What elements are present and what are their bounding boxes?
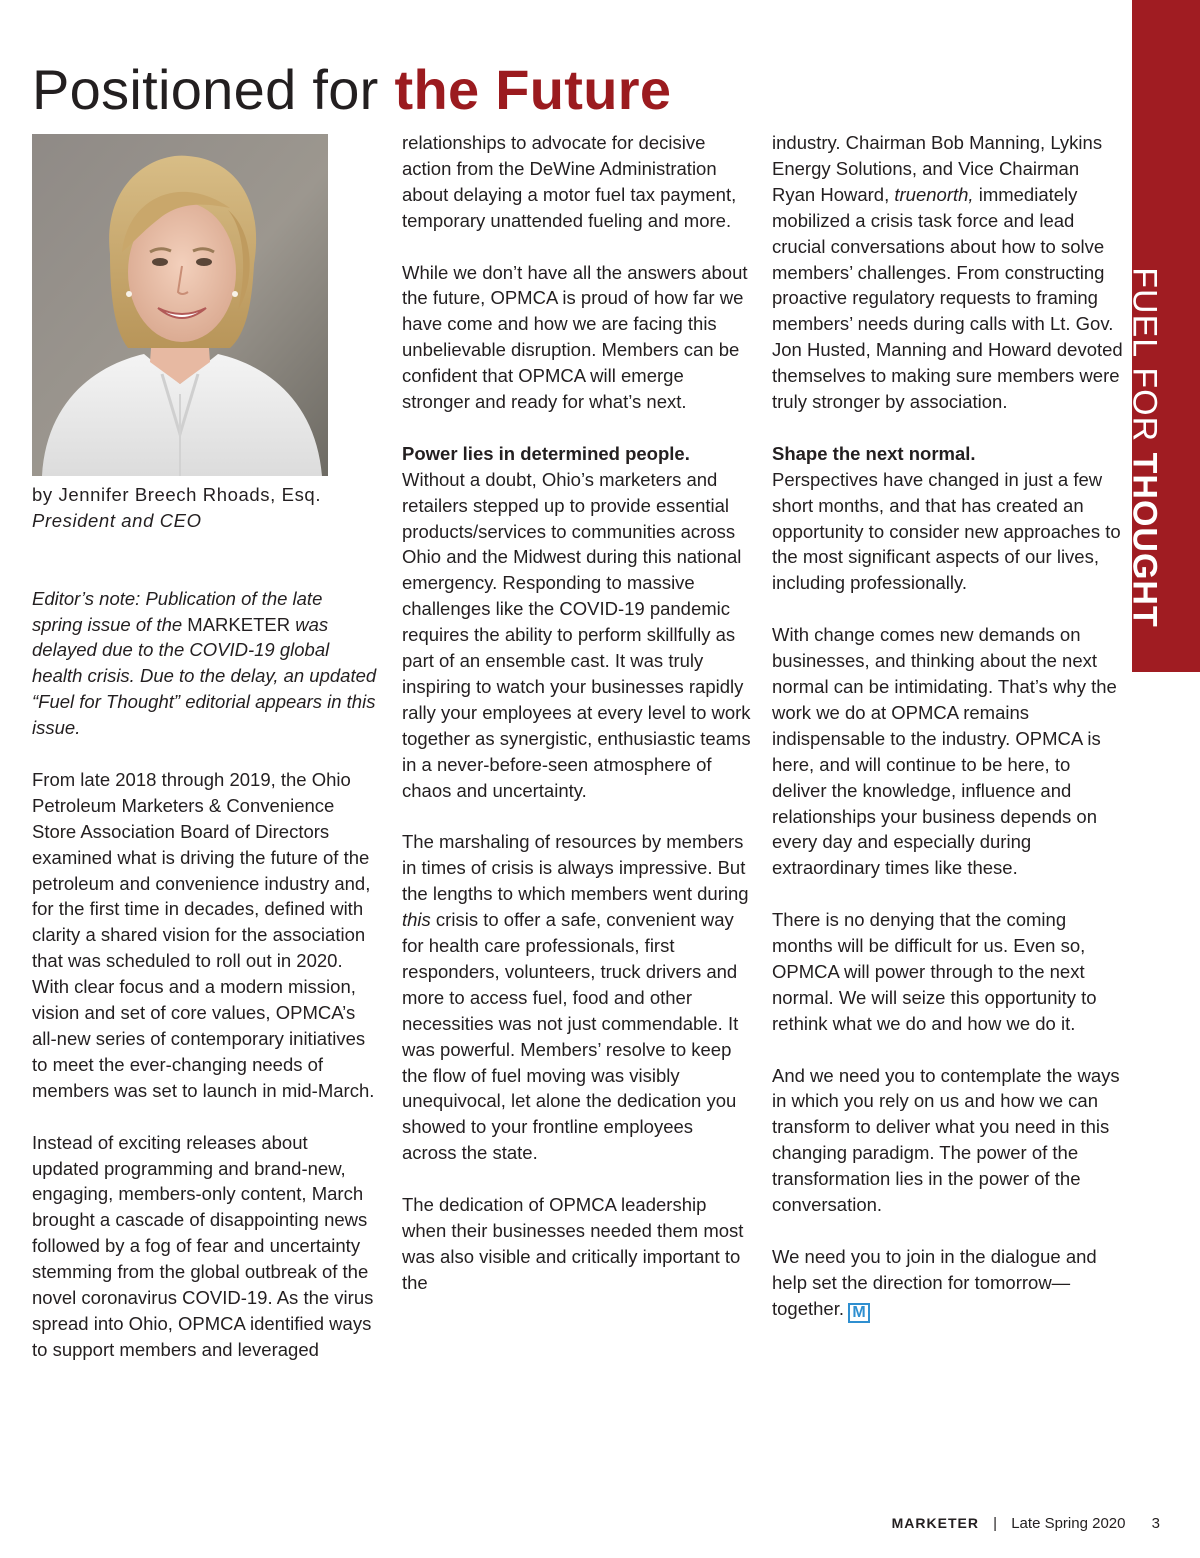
title-bold: the Future [394,58,672,121]
author-photo [32,134,328,476]
emphasis: this [402,909,431,931]
paragraph-text: industry. Chairman Bob Manning, Lykins Energy Solutions, and Vice Chairman Ryan Howard, [772,132,1103,205]
section-label [1123,232,1165,662]
column-3 [772,130,1124,1323]
section-label-light: FUEL FOR [1125,266,1164,442]
paragraph: While we don’t have all the answers about the future, OPMCA is proud of how far we have come and how we are facing this unbelievable disruption. Members can be confident that OPMCA will emerge stronger and ready for what’s next. [402,261,748,413]
paragraph: There is no denying that the coming months will be difficult for us. Even so, OPMCA will power through to the next normal. We will seize this opportunity to rethink what we do and how we do it. [772,909,1097,1034]
paragraph [402,829,752,1166]
byline-author: by Jennifer Breech Rhoads, Esq. [32,484,322,505]
paragraph-text: crisis to offer a safe, convenient way for health care professionals, first responders, volunteers, truck drivers and more to access fuel, food and other necessities was not just commendable. It was powerful. Members’ resolve to keep the flow of fuel moving was visibly unequivocal, let alone the dedication you showed to your frontline employees across the state. [402,909,739,1164]
subheading: Power lies in determined people. [402,442,690,464]
paragraph-text: The marshaling of resources by members in times of crisis is always impressive. But the lengths to which members went during [402,831,749,905]
end-mark-icon: M [848,1303,870,1323]
paragraph: From late 2018 through 2019, the Ohio Petroleum Marketers & Convenience Store Association Board of Directors examined what is driving the future of the petroleum and convenience industry and, for the first time in decades, defined with clarity a shared vision for the association that was scheduled to roll out in 2020. With clear focus and a modern mission, vision and set of core values, OPMCA’s all-new series of contemporary initiatives to meet the ever-changing needs of members was set to launch in mid-March. [32,768,375,1101]
editors-note-text-1: Editor’s note: Publication of the late spring issue of the [32,587,323,635]
portrait-image [32,134,328,476]
editors-note-magazine: MARKETER [187,613,291,635]
article-title [32,56,671,124]
paragraph: With change comes new demands on businesses, and thinking about the next normal can be intimidating. That’s why the work we do at OPMCA remains indispensable to the industry. OPMCA is here, and will continue to be here, to deliver the knowledge, influence and relationships your business depends on every day and especially during extraordinary times like these. [772,624,1117,879]
footer-issue: Late Spring 2020 [1011,1515,1126,1532]
paragraph: Instead of exciting releases about updated programming and brand-new, engaging, members-only content, March brought a cascade of disappointing news followed by a fog of fear and uncertainty stemming from the global outbreak of the novel coronavirus COVID-19. As the virus spread into Ohio, OPMCA identified ways to support members and leveraged [32,1131,374,1360]
footer-separator: | [993,1515,998,1532]
subheading: Shape the next normal. [772,442,976,464]
paragraph [772,130,1124,415]
brand-north: north, [926,183,974,205]
column-1 [32,482,377,1363]
paragraph-text: We need you to join in the dialogue and help set the direction for tomorrow—together. [772,1245,1097,1319]
paragraph: Perspectives have changed in just a few short months, and that has created an opportunity to consider new approaches to the most significant aspects of our lives, including professionally. [772,468,1121,594]
paragraph: The dedication of OPMCA leadership when their businesses needed them most was also visible and critically important to the [402,1194,744,1293]
paragraph: relationships to advocate for decisive action from the DeWine Administration about delaying a motor fuel tax payment, temporary unattended fueling and more. [402,132,737,231]
column-2 [402,130,752,1296]
paragraph: Without a doubt, Ohio’s marketers and retailers stepped up to provide essential products/services to communities across Ohio and the Midwest during this national emergency. Responding to massive challenges like the COVID-19 pandemic requires the ability to perform skillfully as part of an ensemble cast. It was truly inspiring to watch your businesses rapidly rally your employees at every level to work together as synergistic, enthusiastic teams in a never-before-seen atmosphere of chaos and uncertainty. [402,468,751,801]
paragraph [772,1244,1124,1323]
byline-role: President and CEO [32,509,202,531]
paragraph-text: immediately mobilized a crisis task force and lead crucial conversations about how to solve members’ challenges. From constructing proactive regulatory requests to framing members’ needs during calls with Lt. Gov. Jon Husted, Manning and Howard devoted themselves to making sure members were truly stronger by association. [772,183,1123,413]
paragraph: And we need you to contemplate the ways in which you rely on us and how we can transform to deliver what you need in this changing paradigm. The power of the transformation lies in the power of the conversation. [772,1064,1120,1216]
section-label-bold: THOUGHT [1125,452,1164,628]
page-footer [892,1512,1160,1535]
page-number: 3 [1151,1515,1160,1532]
footer-brand: MARKETER [891,1515,979,1531]
editors-note [32,586,377,741]
brand-true: true [894,183,927,205]
title-light: Positioned for [32,58,379,121]
editors-note-text-2: was delayed due to the COVID-19 global health crisis. Due to the delay, an updated “Fuel for Thought” editorial appears in this issue. [32,613,377,739]
